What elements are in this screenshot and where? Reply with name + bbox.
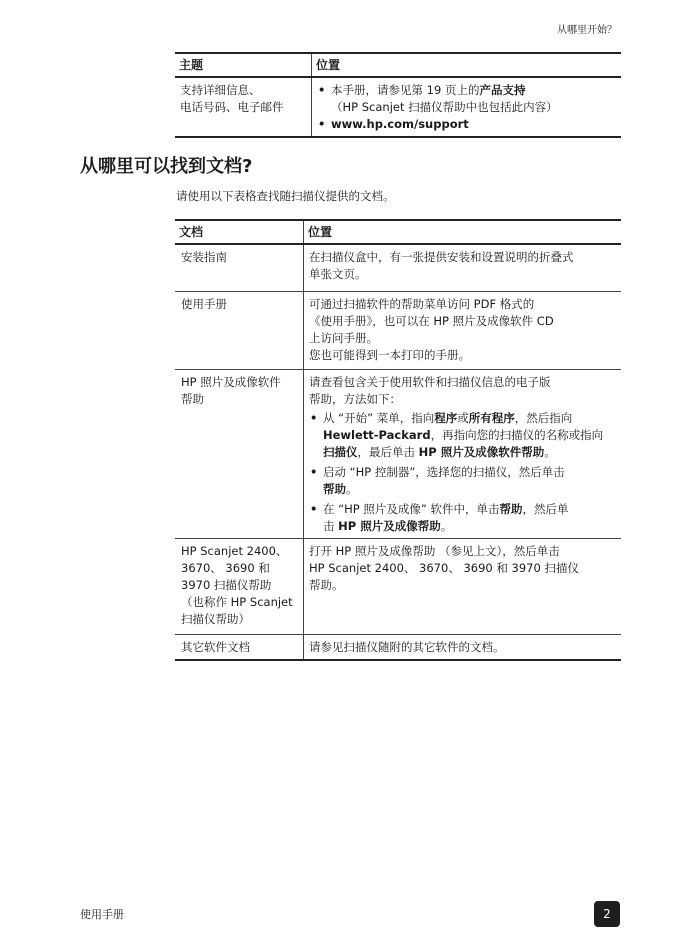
location-line: 单张文页。 xyxy=(309,267,367,281)
support-location-cell xyxy=(312,77,622,137)
location-line: 您也可能得到一本打印的手册。 xyxy=(309,348,470,362)
doc-name-line: HP Scanjet 2400、 xyxy=(181,544,288,558)
section-intro: 请使用以下表格查找随扫描仪提供的文档。 xyxy=(176,189,395,203)
section-heading: 从哪里可以找到文档? xyxy=(80,156,253,177)
location-line: 帮助。 xyxy=(309,578,344,592)
support-table xyxy=(175,52,621,138)
location-line: 在扫描仪盒中，有一张提供安装和设置说明的折叠式 xyxy=(309,250,574,264)
location-line: 可通过扫描软件的帮助菜单访问 PDF 格式的 xyxy=(309,297,535,311)
support-table-header xyxy=(175,53,621,77)
running-header: 从哪里开始？ xyxy=(557,25,617,36)
bullet-continuation: （HP Scanjet 扫描仪帮助中也包括此内容） xyxy=(331,100,558,114)
doc-name-line: 3970 扫描仪帮助 xyxy=(181,578,272,592)
doc-name-cell: 安装指南 xyxy=(175,244,304,292)
location-line: 上访问手册。 xyxy=(309,331,378,345)
location-line: 打开 HP 照片及成像帮助 （参见上文），然后单击 xyxy=(309,544,560,558)
bullet-item: • 从 “开始” 菜单，指向程序或所有程序，然后指向 Hewlett-Packard，再指向您的扫描仪的名称或指向 扫描仪，最后单击 HP 照片及成像软件帮助。 xyxy=(309,410,616,461)
doc-name-cell xyxy=(175,370,304,539)
footer-manual-name: 使用手册 xyxy=(80,908,124,921)
column-header-document: 文档 xyxy=(175,220,304,244)
doc-table-header xyxy=(175,220,621,244)
doc-location-cell xyxy=(304,370,622,539)
doc-name-cell: 使用手册 xyxy=(175,292,304,370)
bullet-text: 本手册，请参见第 19 页上的 xyxy=(331,83,480,97)
bullet-item: • 启动 “HP 控制器”，选择您的扫描仪，然后单击 帮助。 xyxy=(309,464,616,498)
table-row xyxy=(175,635,621,661)
location-line: 《使用手册》，也可以在 HP 照片及成像软件 CD xyxy=(309,314,554,328)
page-number-badge: 2 xyxy=(594,901,620,927)
column-header-location: 位置 xyxy=(304,220,622,244)
table-row xyxy=(175,244,621,292)
table-row xyxy=(175,370,621,539)
product-support-ref: 产品支持 xyxy=(479,83,526,97)
documentation-table xyxy=(175,219,621,661)
column-header-topic: 主题 xyxy=(175,53,312,77)
table-row xyxy=(175,77,621,137)
bullet-item: • 在 “HP 照片及成像” 软件中，单击帮助，然后单 击 HP 照片及成像帮助。 xyxy=(309,501,616,535)
doc-name-cell xyxy=(175,539,304,635)
doc-location-cell: 请参见扫描仪随附的其它软件的文档。 xyxy=(304,635,622,661)
doc-name-line: 3670、 3690 和 xyxy=(181,561,270,575)
topic-line: 电话号码、电子邮件 xyxy=(180,100,284,114)
location-line: 帮助，方法如下： xyxy=(309,392,401,406)
location-line: HP Scanjet 2400、 3670、 3690 和 3970 扫描仪 xyxy=(309,561,579,575)
table-row xyxy=(175,292,621,370)
doc-location-cell xyxy=(304,539,622,635)
doc-name-line: 扫描仪帮助） xyxy=(181,612,250,626)
location-line: 请查看包含关于使用软件和扫描仪信息的电子版 xyxy=(309,375,551,389)
doc-name-line: HP 照片及成像软件 xyxy=(181,375,281,389)
column-header-location: 位置 xyxy=(312,53,622,77)
doc-location-cell xyxy=(304,292,622,370)
doc-name-line: 帮助 xyxy=(181,392,204,406)
doc-location-cell xyxy=(304,244,622,292)
support-url-link[interactable]: • www.hp.com/support xyxy=(317,116,616,133)
bullet-item xyxy=(317,82,616,99)
topic-line: 支持详细信息、 xyxy=(180,83,261,97)
doc-name-line: （也称作 HP Scanjet xyxy=(181,595,293,609)
doc-name-cell: 其它软件文档 xyxy=(175,635,304,661)
table-row xyxy=(175,539,621,635)
support-topic-cell xyxy=(175,77,312,137)
